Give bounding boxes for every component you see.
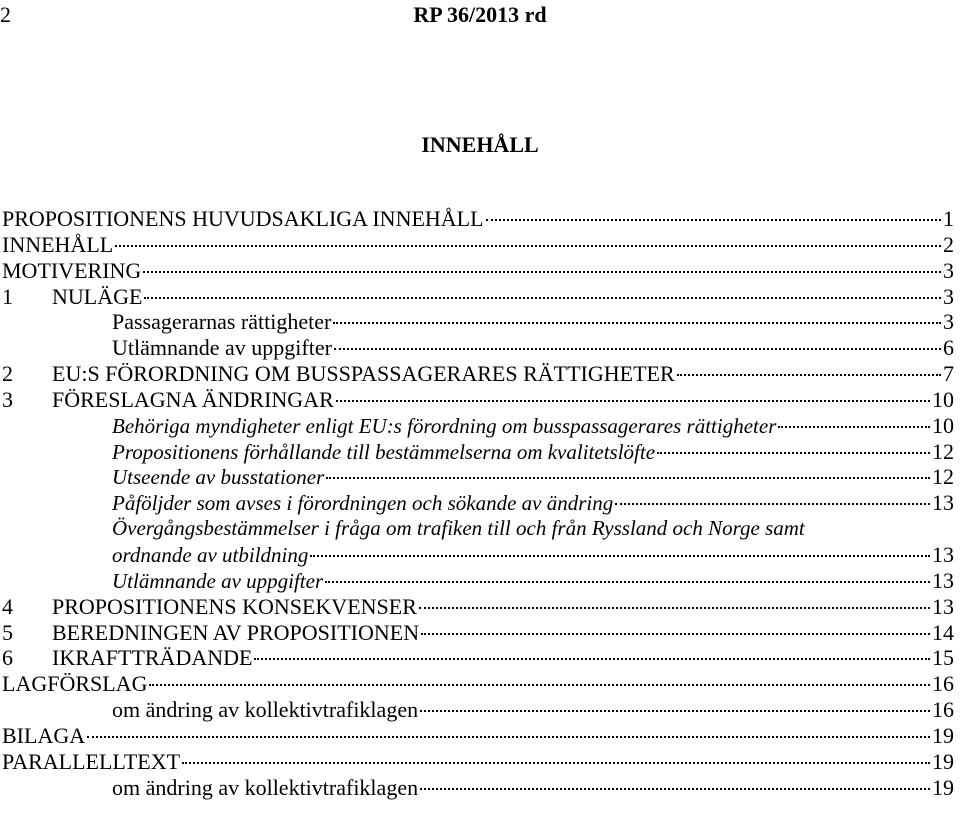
- toc-entry-number: 5: [2, 619, 13, 645]
- toc-entry-page: 13: [932, 567, 954, 593]
- toc-entry-eu-regulation[interactable]: [2, 361, 954, 387]
- toc-entry-page: 15: [932, 645, 954, 671]
- toc-entry-disclosure-of-information-2[interactable]: [2, 568, 954, 594]
- dot-leader: [144, 297, 941, 299]
- toc-entry-number: 3: [2, 386, 13, 412]
- dot-leader: [182, 762, 930, 764]
- toc-entry-label: PROPOSITIONENS KONSEKVENSER: [52, 593, 417, 619]
- toc-title: INNEHÅLL: [421, 132, 539, 157]
- toc-entry-number: 1: [2, 283, 13, 309]
- toc-entry-page: 2: [943, 231, 954, 257]
- toc-entry-label: BILAGA: [2, 722, 86, 748]
- dot-leader: [143, 271, 941, 273]
- dot-leader: [326, 477, 930, 479]
- dot-leader: [115, 245, 941, 247]
- dot-leader: [421, 633, 930, 635]
- dot-leader: [486, 219, 941, 221]
- toc-entry-consequences[interactable]: [2, 594, 954, 620]
- toc-entry-page: 19: [932, 748, 954, 774]
- dot-leader: [254, 658, 930, 660]
- toc-entry-label: IKRAFTTRÄDANDE: [52, 645, 253, 671]
- toc-entry-number: 6: [2, 645, 13, 671]
- toc-entry-page: 7: [943, 361, 954, 387]
- toc-entry-label: Utlämnande av uppgifter: [112, 335, 332, 361]
- toc-entry-public-transport-act[interactable]: [2, 697, 954, 723]
- toc-entry-disclosure-of-information[interactable]: [2, 335, 954, 361]
- toc-entry-page: 16: [932, 697, 954, 723]
- toc-entry-entry-into-force[interactable]: [2, 645, 954, 671]
- toc-entry-label: INNEHÅLL: [2, 231, 114, 257]
- dot-leader: [333, 322, 941, 324]
- dot-leader: [615, 503, 930, 505]
- dot-leader: [334, 348, 941, 350]
- toc-entry-label: Passagerarnas rättigheter: [112, 309, 332, 335]
- toc-entry-page: 3: [943, 257, 954, 283]
- dot-leader: [420, 710, 930, 712]
- toc-entry-public-transport-act-2[interactable]: [2, 775, 954, 801]
- toc-entry-label: BEREDNINGEN AV PROPOSITIONEN: [52, 619, 420, 645]
- toc-entry-sanctions[interactable]: [2, 490, 954, 516]
- toc-entry-page: 13: [932, 490, 954, 516]
- toc-entry-competent-authorities[interactable]: [2, 413, 954, 439]
- toc-entry-current-state[interactable]: [2, 284, 954, 310]
- toc-entry-page: 10: [932, 412, 954, 438]
- toc-entry-page: 6: [943, 335, 954, 361]
- toc-entry-motivation[interactable]: [2, 258, 954, 284]
- toc-entry-label: MOTIVERING: [2, 257, 142, 283]
- toc-entry-label: Utlämnande av uppgifter: [112, 568, 324, 593]
- toc-entry-label: Utseende av busstationer: [112, 465, 325, 490]
- toc-entry-bus-stations[interactable]: [2, 464, 954, 490]
- dot-leader: [677, 374, 941, 376]
- toc-entry-transitional-provisions[interactable]: [2, 516, 954, 542]
- dot-leader: [657, 452, 930, 454]
- toc-entry-label: Övergångsbestämmelser i fråga om trafiken till och från Ryssland och Norge samt: [112, 516, 805, 541]
- dot-leader: [778, 426, 930, 428]
- toc-entry-bill[interactable]: [2, 671, 954, 697]
- toc-entry-page: 13: [932, 541, 954, 567]
- toc-entry-parallel-text[interactable]: [2, 749, 954, 775]
- dot-leader: [419, 607, 930, 609]
- toc-entry-preparation[interactable]: [2, 620, 954, 646]
- toc-entry-quality-pledge[interactable]: [2, 439, 954, 465]
- toc-entry-page: 12: [932, 438, 954, 464]
- toc-entry-number: 2: [2, 361, 13, 387]
- dot-leader: [420, 788, 930, 790]
- toc-entry-page: 16: [932, 671, 954, 697]
- toc-entry-proposition-summary[interactable]: [2, 206, 954, 232]
- toc-entry-label: ordnande av utbildning: [112, 542, 309, 567]
- dot-leader: [87, 736, 930, 738]
- toc-entry-page: 3: [943, 309, 954, 335]
- toc-entry-page: 3: [943, 283, 954, 309]
- toc-entry-page: 12: [932, 464, 954, 490]
- dot-leader: [336, 400, 930, 402]
- toc-entry-label: Påföljder som avses i förordningen och sökande av ändring: [112, 491, 614, 516]
- toc-entry-proposed-changes[interactable]: [2, 387, 954, 413]
- dot-leader: [149, 684, 930, 686]
- toc-entry-page: 19: [932, 774, 954, 800]
- toc-entry-page: 14: [932, 619, 954, 645]
- toc-entry-page: 10: [932, 386, 954, 412]
- toc-entry-number: 4: [2, 593, 13, 619]
- toc-entry-label: Propositionens förhållande till bestämmelserna om kvalitetslöfte: [112, 439, 656, 464]
- toc-entry-label: EU:S FÖRORDNING OM BUSSPASSAGERARES RÄTTIGHETER: [52, 361, 675, 387]
- running-header: RP 36/2013 rd: [413, 2, 547, 27]
- toc-entry-page: 1: [943, 206, 954, 231]
- toc-entry-label: PARALLELLTEXT: [2, 748, 181, 774]
- toc-entry-label: LAGFÖRSLAG: [2, 671, 148, 697]
- toc-entry-transitional-provisions-cont[interactable]: [2, 542, 954, 568]
- toc-entry-label: NULÄGE: [52, 283, 143, 309]
- dot-leader: [325, 581, 930, 583]
- toc-entry-passenger-rights[interactable]: [2, 309, 954, 335]
- toc-entry-label: om ändring av kollektivtrafiklagen: [112, 697, 419, 723]
- toc-entry-page: 13: [932, 593, 954, 619]
- page-number: 2: [0, 2, 11, 27]
- toc-entry-page: 19: [932, 722, 954, 748]
- toc-entry-label: om ändring av kollektivtrafiklagen: [112, 774, 419, 800]
- toc-entry-label: PROPOSITIONENS HUVUDSAKLIGA INNEHÅLL: [2, 206, 484, 231]
- toc-entry-contents[interactable]: [2, 232, 954, 258]
- toc-entry-appendix[interactable]: [2, 723, 954, 749]
- table-of-contents: [2, 206, 954, 800]
- toc-entry-label: Behöriga myndigheter enligt EU:s förordning om busspassagerares rättigheter: [112, 413, 777, 438]
- toc-entry-label: FÖRESLAGNA ÄNDRINGAR: [52, 386, 334, 412]
- dot-leader: [310, 555, 930, 557]
